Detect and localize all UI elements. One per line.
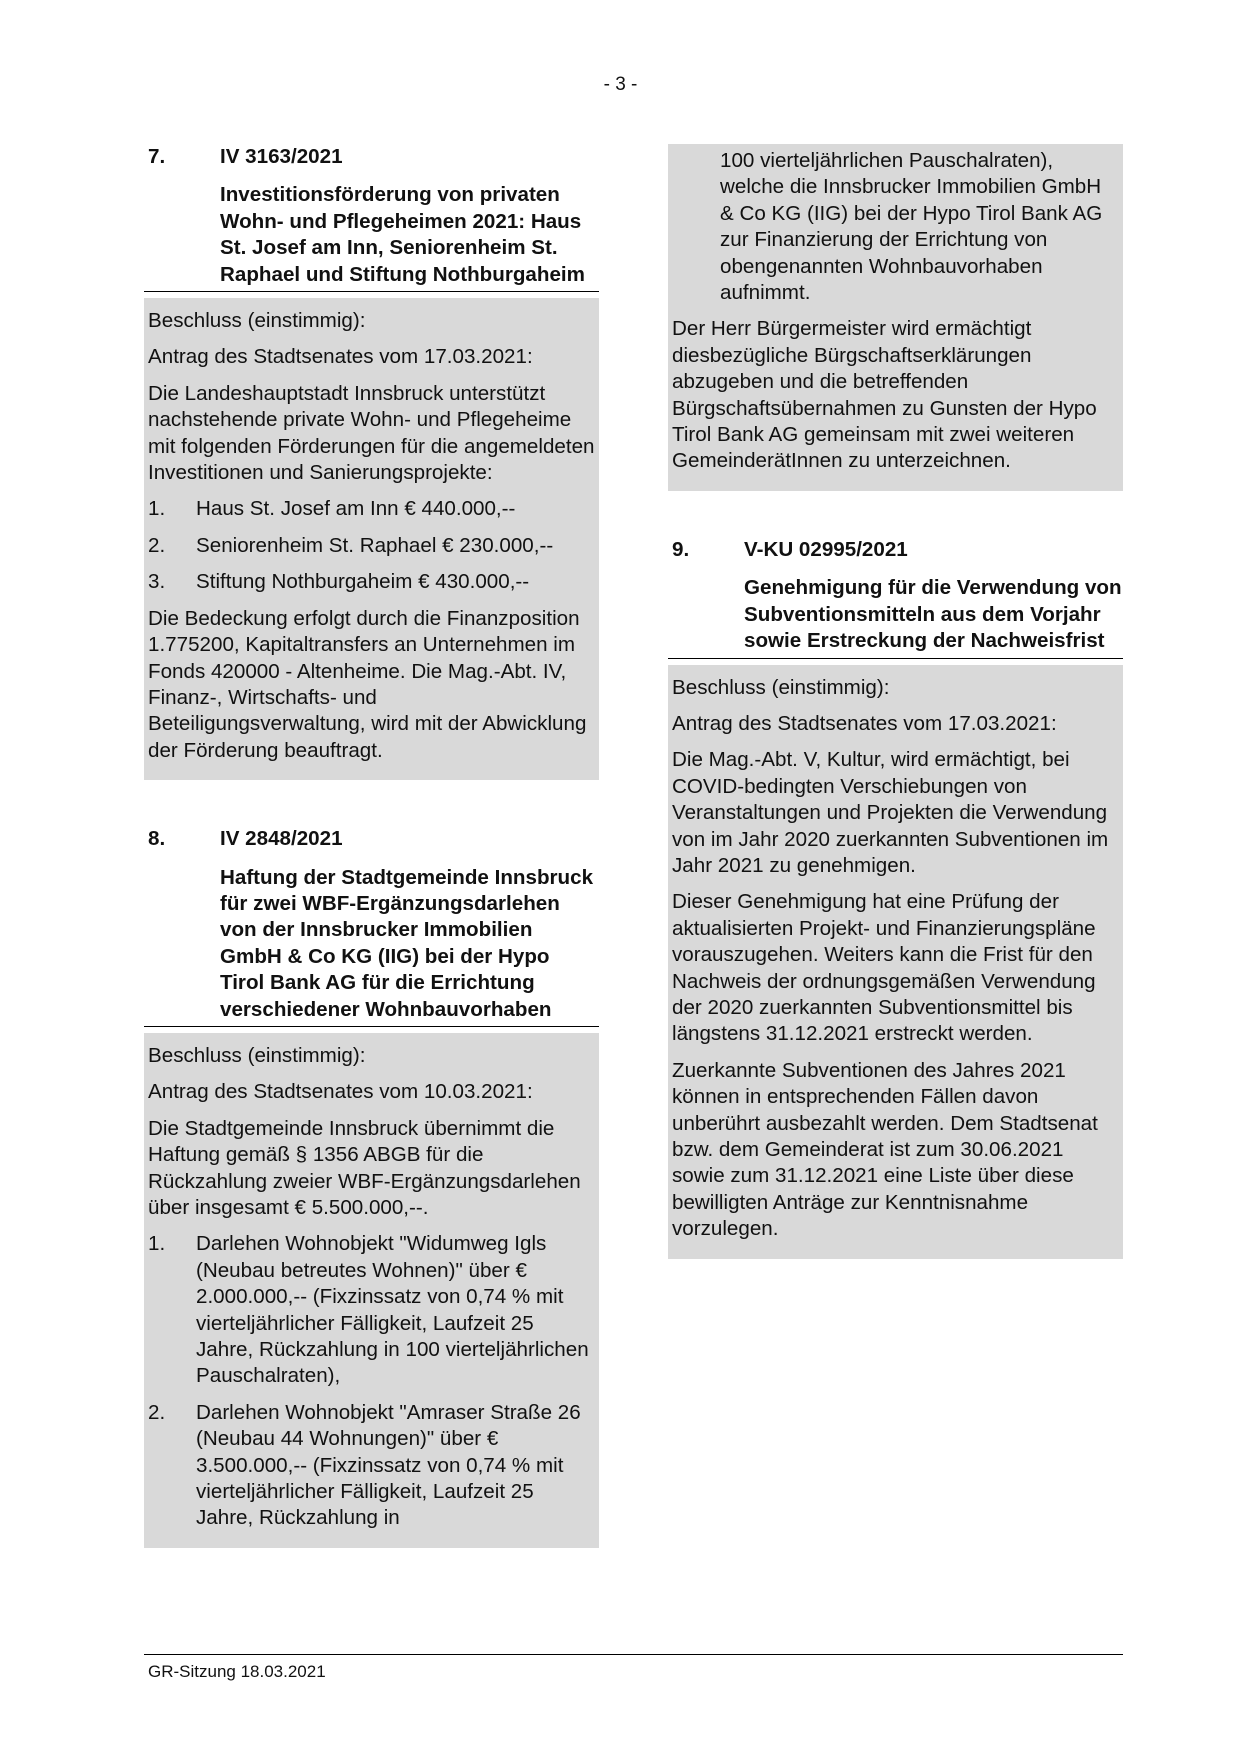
left-column	[144, 144, 599, 1548]
item-header	[668, 537, 1123, 659]
resolution-block-continued	[668, 144, 1123, 491]
item-code: IV 3163/2021	[220, 145, 343, 168]
resolution-paragraph: Zuerkannte Subventionen des Jahres 2021 können in entsprechenden Fällen davon unberührt ausbezahlt werden. Dem Stadtsenat bzw. dem Gemeinderat ist zum 30.06.2021 sowie zum 31.12.2021 eine Liste über diese bewilligten Anträge zur Kenntnisnahme vorzulegen.	[672, 1058, 1098, 1241]
resolution-block	[144, 1033, 599, 1548]
motion-label: Antrag des Stadtsenates vom 10.03.2021:	[148, 1080, 533, 1104]
motion-label: Antrag des Stadtsenates vom 17.03.2021:	[148, 345, 533, 369]
item-code: IV 2848/2021	[220, 827, 343, 851]
item-title: Haftung der Stadtgemeinde Innsbruck für zwei WBF-Ergänzungsdarlehen von der Innsbrucker Immobilien GmbH & Co KG (IIG) bei der Hypo Tirol Bank AG für die Errichtung verschiedener Wohnbauvorhaben	[220, 865, 594, 1021]
item-header	[144, 826, 599, 1027]
resolution-intro: Die Stadtgemeinde Innsbruck übernimmt die Haftung gemäß § 1356 ABGB für die Rückzahlung zweier WBF-Ergänzungsdarlehen über insgesamt € 5.500.000,--.	[148, 1116, 581, 1219]
resolution-paragraph: Die Mag.-Abt. V, Kultur, wird ermächtigt, bei COVID-bedingten Verschiebungen von Veranstaltungen und Projekten die Verwendung von im Jahr 2020 zuerkannten Subventionen im Jahr 2021 zu genehmigen.	[672, 748, 1109, 877]
resolution-block	[144, 298, 599, 780]
resolution-paragraph: Dieser Genehmigung hat eine Prüfung der aktualisierten Projekt- und Finanzierungspläne vorauszugehen. Weiters kann die Frist für den Nachweis der ordnungsgemäßen Verwendung der 2020 zuerkannten Subventionsmittel bis längstens 31.12.2021 erstreckt werden.	[672, 890, 1096, 1046]
agenda-item-8	[144, 826, 599, 1548]
item-title: Investitionsförderung von privaten Wohn- und Pflegeheimen 2021: Haus St. Josef am Inn, Seniorenheim St. Raphael und Stiftung Nothburgaheim	[220, 183, 585, 286]
loan-list	[148, 1231, 595, 1531]
list-item: 3. Stiftung Nothburgaheim € 430.000,--	[148, 570, 530, 594]
resolution-block	[668, 665, 1123, 1259]
footer-text: GR-Sitzung 18.03.2021	[148, 1662, 326, 1681]
list-item: 2. Darlehen Wohnobjekt "Amraser Straße 26 (Neubau 44 Wohnungen)" über € 3.500.000,-- (Fixzinssatz von 0,74 % mit vierteljährlicher Fälligkeit, Laufzeit 25 Jahre, Rückzahlung in	[148, 1400, 581, 1530]
resolution-label: Beschluss (einstimmig):	[148, 1043, 366, 1067]
right-column	[668, 144, 1123, 1259]
agenda-item-9	[668, 537, 1123, 1259]
resolution-closing: Die Bedeckung erfolgt durch die Finanzposition 1.775200, Kapitaltransfers an Unternehmen im Fonds 420000 - Altenheime. Die Mag.-Abt. IV, Finanz-, Wirtschafts- und Beteiligungsverwaltung, wird mit der Abwicklung der Förderung beauftragt.	[148, 606, 587, 762]
item-number: 7.	[148, 145, 166, 168]
item-header	[144, 144, 599, 292]
list-item: 1. Haus St. Josef am Inn € 440.000,--	[148, 497, 516, 521]
resolution-label: Beschluss (einstimmig):	[148, 309, 366, 333]
item-number: 8.	[148, 827, 166, 851]
page-number: - 3 -	[603, 74, 638, 95]
list-continuation: 100 vierteljährlichen Pauschalraten), welche die Innsbrucker Immobilien GmbH & Co KG (IIG) bei der Hypo Tirol Bank AG zur Finanzierung der Errichtung von obengenannten Wohnbauvorhaben aufnimmt.	[720, 149, 1103, 305]
list-item: 2. Seniorenheim St. Raphael € 230.000,--	[148, 533, 554, 557]
footer-divider	[144, 1654, 1123, 1655]
motion-label: Antrag des Stadtsenates vom 17.03.2021:	[672, 711, 1057, 735]
funding-list	[148, 496, 595, 595]
item-number: 9.	[672, 537, 690, 561]
resolution-label: Beschluss (einstimmig):	[672, 675, 890, 699]
item-code: V-KU 02995/2021	[744, 537, 908, 561]
item-title: Genehmigung für die Verwendung von Subventionsmitteln aus dem Vorjahr sowie Erstreckung der Nachweisfrist	[744, 576, 1122, 653]
agenda-item-7	[144, 144, 599, 780]
resolution-intro: Die Landeshauptstadt Innsbruck unterstützt nachstehende private Wohn- und Pflegeheime mit folgenden Förderungen für die angemeldeten Investitionen und Sanierungsprojekte:	[148, 381, 595, 485]
resolution-closing: Der Herr Bürgermeister wird ermächtigt diesbezügliche Bürgschaftserklärungen abzugeben und die betreffenden Bürgschaftsübernahmen zu Gunsten der Hypo Tirol Bank AG gemeinsam mit zwei weiteren GemeinderätInnen zu unterzeichnen.	[672, 317, 1097, 473]
list-item: 1. Darlehen Wohnobjekt "Widumweg Igls (Neubau betreutes Wohnen)" über € 2.000.000,-- (Fixzinssatz von 0,74 % mit vierteljährlicher Fälligkeit, Laufzeit 25 Jahre, Rückzahlung in 100 vierteljährlichen Pauschalraten),	[148, 1232, 589, 1388]
